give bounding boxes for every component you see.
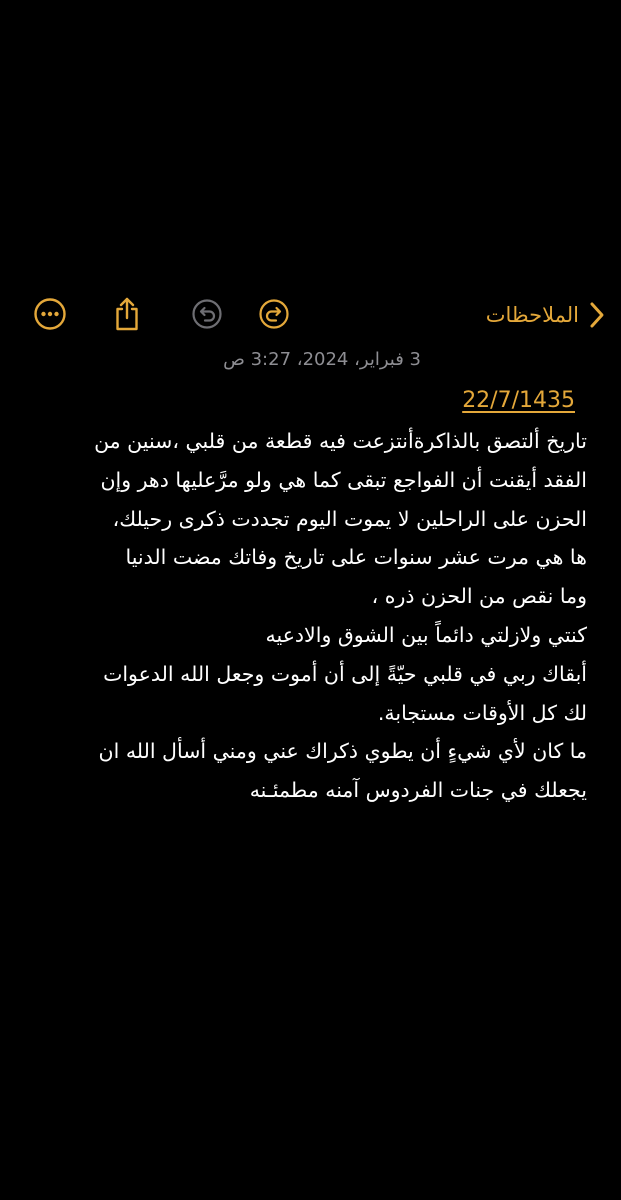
undo-icon — [191, 298, 223, 330]
redo-icon — [258, 298, 290, 330]
share-icon — [112, 296, 142, 332]
note-title[interactable]: 22/7/1435 — [462, 388, 575, 413]
top-toolbar — [0, 288, 621, 340]
back-to-notes-button[interactable] — [486, 298, 605, 332]
note-line: ما كان لأي شيءٍ أن يطوي ذكراك عني ومني أسأل الله ان — [98, 739, 587, 764]
chevron-left-icon — [589, 301, 605, 329]
note-line: وما نقص من الحزن ذره ، — [371, 584, 587, 609]
share-button[interactable] — [109, 296, 145, 332]
note-line: تاريخ ألتصق بالذاكرةأنتزعت فيه قطعة من قلبي ،سنين من — [94, 429, 587, 453]
back-label: الملاحظات — [485, 303, 579, 327]
note-line: ها هي مرت عشر سنوات على تاريخ وفاتك مضت الدنيا — [125, 545, 587, 570]
note-date: 3 فبراير، 2024، 3:27 ص — [223, 349, 421, 370]
more-button[interactable] — [32, 296, 68, 332]
note-body[interactable] — [27, 422, 587, 810]
undo-button[interactable] — [189, 296, 225, 332]
note-line: الفقد أيقنت أن الفواجع تبقى كما هي ولو مرَّعليها دهر وإن — [100, 467, 587, 492]
note-line: كنتي ولازلتي دائماً بين الشوق والادعيه — [265, 622, 587, 647]
note-line: لك كل الأوقات مستجابة. — [377, 700, 587, 725]
note-line: أبقاك ربي في قلبي حيّةً إلى أن أموت وجعل الله الدعوات — [103, 661, 587, 686]
note-line: يجعلك في جنات الفردوس آمنه مطمئـنه — [249, 778, 587, 803]
note-line: الحزن على الراحلين لا يموت اليوم تجددت ذكرى رحيلك، — [112, 506, 587, 531]
ellipsis-circle-icon — [33, 297, 67, 331]
redo-button[interactable] — [256, 296, 292, 332]
